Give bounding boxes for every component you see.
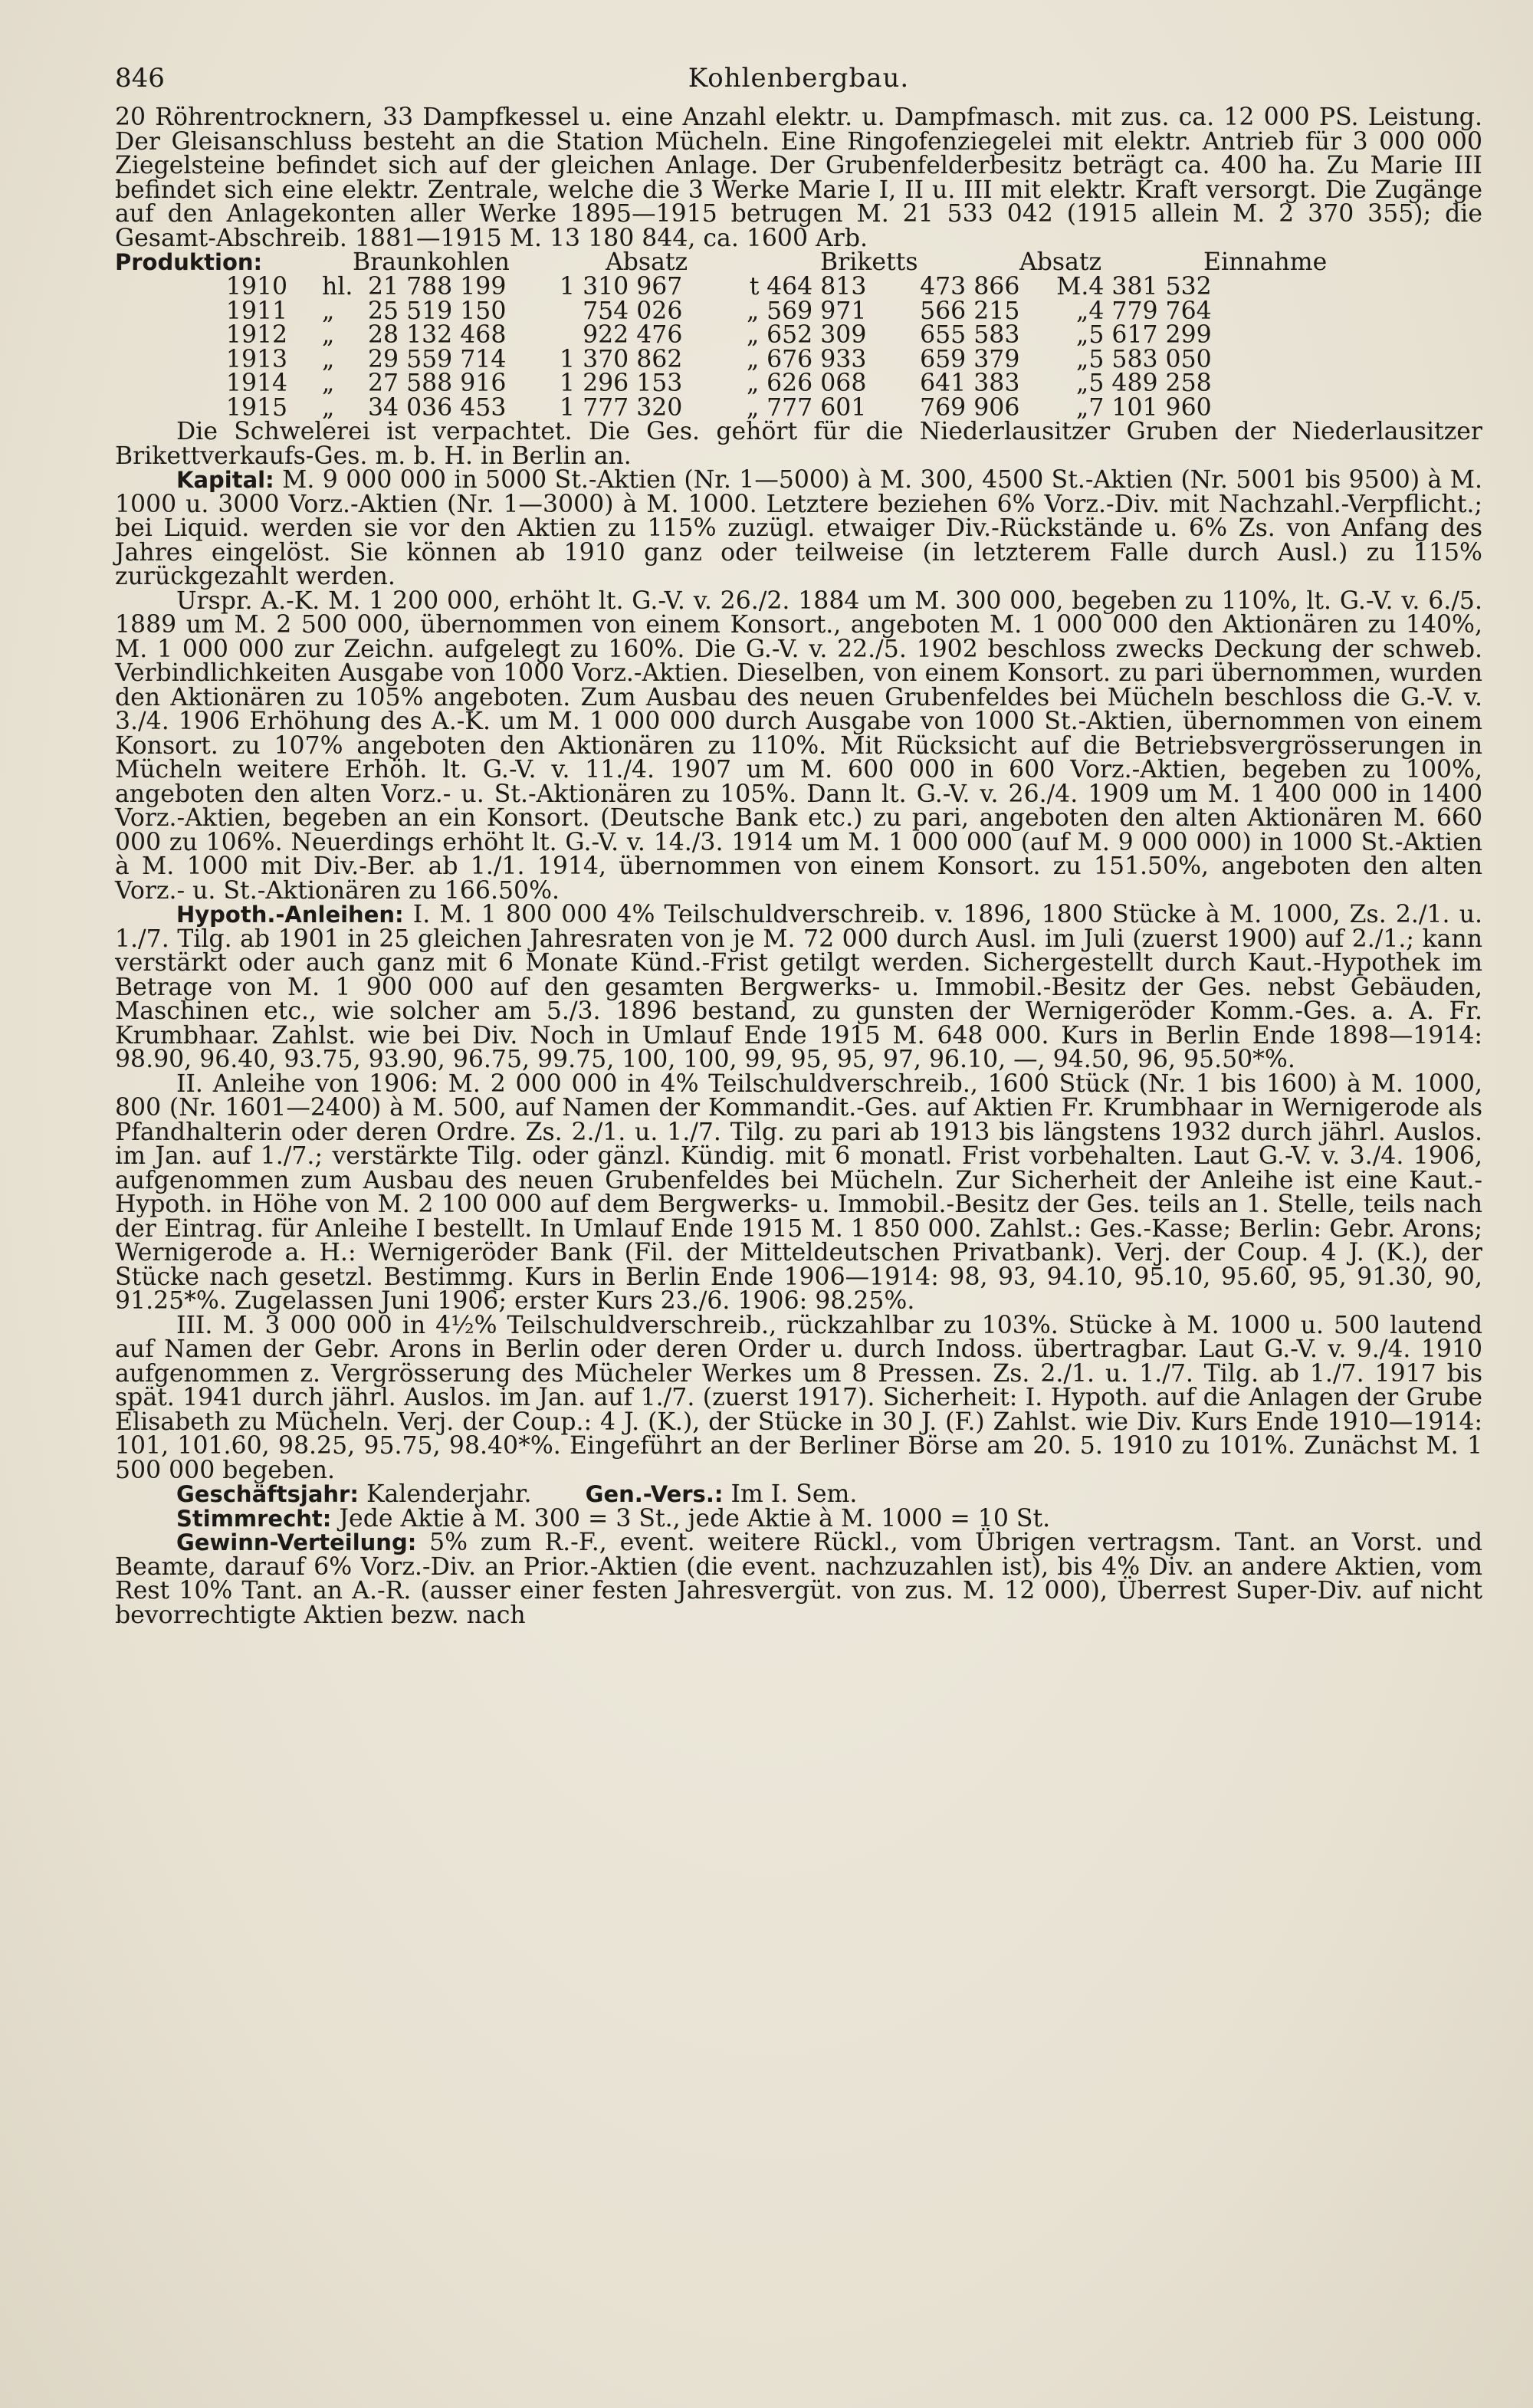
col-einnahme: Einnahme (1203, 248, 1328, 276)
production-cell-absatz1: 1 310 967 (560, 273, 683, 301)
production-cell-braunkohlen: 25 519 150 (368, 297, 507, 325)
col-absatz-kohle: Absatz (606, 248, 688, 276)
production-cell-absatz2: 659 379 (920, 345, 1020, 373)
production-cell-braunkohlen: 28 132 468 (368, 321, 507, 349)
production-cell-briketts: 569 971 (766, 297, 867, 325)
gewinn-label: Gewinn-Verteilung: (176, 1529, 417, 1556)
production-cell-year: 1913 (225, 345, 288, 373)
production-cell-einnahme: 4 779 764 (1088, 297, 1212, 325)
geschaeftsjahr-label: Geschäftsjahr: (176, 1481, 359, 1507)
production-row (115, 300, 1212, 324)
production-cell-braunkohlen: 21 788 199 (368, 273, 507, 301)
production-cell-unit1: „ (322, 370, 335, 397)
intro-paragraph: 20 Röhrentrocknern, 33 Dampfkessel u. eine Anzahl elektr. u. Dampfmasch. mit zus. ca. 12 000 PS. Leistung. Der Gleisanschluss besteht an die Station Mücheln. Eine Ringofenziegelei mit elektr. Antrieb für 3 000 000 Ziegelsteine befindet sich auf der gleichen Anlage. Der Grubenfelderbesitz beträgt ca. 400 ha. Zu Marie III befindet sich eine elektr. Zentrale, welche die 3 Werke Marie I, II u. III mit elektr. Kraft versorgt. Die Zugänge auf den Anlagekonten aller Werke 1895—1915 betrugen M. 21 533 042 (1915 allein M. 2 370 355); die Gesamt-Abschreib. 1881—1915 M. 13 180 844, ca. 1600 Arb. (115, 103, 1482, 252)
gv-label: Gen.-Vers.: (585, 1481, 724, 1507)
production-cell-absatz2: 566 215 (920, 297, 1020, 325)
production-cell-year: 1910 (225, 273, 288, 301)
production-note: Die Schwelerei ist verpachtet. Die Ges. gehört für die Niederlausitzer Gruben der Niederlausitzer Brikettverkaufs-Ges. m. b. H. in Berlin an. (115, 418, 1482, 470)
production-row (115, 348, 1212, 373)
production-cell-unit3: „ (1076, 393, 1089, 422)
production-cell-absatz2: 655 583 (920, 321, 1020, 349)
hypoth-paragraph-2: II. Anleihe von 1906: M. 2 000 000 in 4% Teilschuldverschreib., 1600 Stück (Nr. 1 bis 1600) à M. 1000, 800 (Nr. 1601—2400) à M. 500, auf Namen der Kommandit.-Ges. auf Aktien Fr. Krumbhaar in Wernigerode als Pfandhalterin oder deren Ordre. Zs. 2./1. u. 1./7. Tilg. zu pari ab 1913 bis längstens 1932 durch jährl. Auslos. im Jan. auf 1./7.; verstärkte Tilg. oder gänzl. Kündig. mit 6 monatl. Frist vorbehalten. Laut G.-V. v. 3./4. 1906, aufgenommen zum Ausbau des neuen Grubenfeldes bei Mücheln. Zur Sicherheit der Anleihe ist eine Kaut.-Hypoth. in Höhe von M. 2 100 000 auf dem Bergwerks- u. Immobil.-Besitz der Ges. teils an 1. Stelle, teils nach der Eintrag. für Anleihe I bestellt. In Umlauf Ende 1915 M. 1 850 000. Zahlst.: Ges.-Kasse; Berlin: Gebr. Arons; Wernigerode a. H.: Wernigeröder Bank (Fil. der Mitteldeutschen Privatbank). Verj. der Coup. 4 J. (K.), der Stücke nach gesetzl. Bestimmg. Kurs in Berlin Ende 1906—1914: 98, 93, 94.10, 95.10, 95.60, 95, 91.30, 90, 91.25*%. Zugelassen Juni 1906; erster Kurs 23./6. 1906: 98.25%. (115, 1069, 1482, 1315)
production-cell-unit2: „ (747, 370, 760, 397)
col-braunkohlen: Braunkohlen (353, 248, 510, 276)
production-cell-absatz1: 1 296 153 (560, 370, 683, 397)
production-cell-absatz2: 473 866 (920, 273, 1020, 301)
production-cell-briketts: 652 309 (766, 321, 867, 349)
production-cell-unit3: M. (1056, 273, 1089, 301)
body-text (115, 103, 1482, 1629)
stimmrecht-line (115, 1504, 1482, 1533)
stimmrecht-value: Jede Aktie à M. 300 = 3 St., jede Aktie à M. 1000 = 10 St. (331, 1504, 1051, 1533)
production-cell-briketts: 626 068 (766, 370, 867, 397)
production-row (115, 324, 1212, 348)
production-cell-unit1: „ (322, 297, 335, 325)
production-cell-absatz2: 641 383 (920, 370, 1020, 397)
production-cell-braunkohlen: 34 036 453 (368, 393, 507, 422)
col-briketts: Briketts (820, 248, 918, 276)
production-cell-unit2: „ (747, 297, 760, 325)
production-cell-unit2: „ (747, 321, 760, 349)
production-cell-year: 1911 (225, 297, 288, 325)
kapital-label: Kapital: (176, 467, 274, 493)
production-cell-absatz1: 754 026 (583, 297, 683, 325)
page-number: 846 (115, 63, 165, 94)
production-cell-braunkohlen: 29 559 714 (368, 345, 507, 373)
production-table (115, 275, 1212, 420)
hypoth-paragraph-1 (115, 903, 1482, 1073)
production-cell-briketts: 464 813 (766, 273, 867, 301)
geschaeftsjahr-value: Kalenderjahr. (358, 1480, 532, 1508)
production-cell-absatz1: 922 476 (583, 321, 683, 349)
production-cell-unit1: hl. (322, 273, 353, 301)
kapital-text: M. 9 000 000 in 5000 St.-Aktien (Nr. 1—5000) à M. 300, 4500 St.-Aktien (Nr. 5001 bis 9500) à M. 1000 u. 3000 Vorz.-Aktien (Nr. 1—3000) à M. 1000. Letztere beziehen 6% Vorz.-Div. mit Nachzahl.-Verpflicht.; bei Liquid. werden sie vor den Aktien zu 115% zuzügl. etwaiger Div.-Rückstände u. 6% Zs. von Anfang des Jahres eingelöst. Sie können ab 1910 ganz oder teilweise (in letzterem Falle durch Ausl.) zu 115% zurückgezahlt werden. (115, 466, 1482, 590)
production-cell-unit3: „ (1076, 321, 1089, 349)
production-cell-absatz1: 1 370 862 (560, 345, 683, 373)
production-cell-absatz2: 769 906 (920, 393, 1020, 422)
running-title: Kohlenbergbau. (688, 63, 910, 94)
production-cell-unit1: „ (322, 345, 335, 373)
gewinn-paragraph (115, 1531, 1482, 1628)
production-label: Produktion: (115, 249, 263, 275)
production-row (115, 396, 1212, 421)
production-cell-year: 1915 (225, 393, 288, 422)
hypoth-text-1: I. M. 1 800 000 4% Teilschuldverschreib. v. 1896, 1800 Stücke à M. 1000, Zs. 2./1. u. 1./7. Tilg. ab 1901 in 25 gleichen Jahresraten von je M. 72 000 durch Ausl. im Juli (zuerst 1900) auf 2./1.; kann verstärkt oder auch ganz mit 6 Monate Künd.-Frist getilgt werden. Sichergestellt durch Kaut.-Hypothek im Betrage von M. 1 900 000 auf den gesamten Bergwerks- u. Immobil.-Besitz der Ges. nebst Gebäuden, Maschinen etc., wie solcher am 5./3. 1896 bestand, zu gunsten der Wernigeröder Komm.-Ges. a. A. Fr. Krumbhaar. Zahlst. wie bei Div. Noch in Umlauf Ende 1915 M. 648 000. Kurs in Berlin Ende 1898—1914: 98.90, 96.40, 93.75, 93.90, 96.75, 99.75, 100, 100, 99, 95, 95, 97, 96.10, —, 94.50, 96, 95.50*%. (115, 901, 1482, 1073)
hypoth-paragraph-3: III. M. 3 000 000 in 4½% Teilschuldverschreib., rückzahlbar zu 103%. Stücke à M. 1000 u. 500 lautend auf Namen der Gebr. Arons in Berlin oder deren Order u. durch Indoss. übertragbar. Laut G.-V. v. 9./4. 1910 aufgenommen z. Vergrösserung des Mücheler Werkes um 8 Pressen. Zs. 2./1. u. 1./7. Tilg. ab 1./7. 1917 bis spät. 1941 durch jährl. Auslos. im Jan. auf 1./7. (zuerst 1917). Sicherheit: I. Hypoth. auf die Anlagen der Grube Elisabeth zu Mücheln. Verj. der Coup.: 4 J. (K.), der Stücke in 30 J. (F.) Zahlst. wie Div. Kurs Ende 1910—1914: 101, 101.60, 98.25, 95.75, 98.40*%. Eingeführt an der Berliner Börse am 20. 5. 1910 zu 101%. Zunächst M. 1 500 000 begeben. (115, 1311, 1482, 1484)
production-row (115, 372, 1212, 396)
production-cell-year: 1914 (225, 370, 288, 397)
production-cell-einnahme: 4 381 532 (1088, 273, 1212, 301)
production-cell-briketts: 777 601 (766, 393, 867, 422)
production-cell-unit1: „ (322, 321, 335, 349)
production-cell-unit2: „ (747, 393, 760, 422)
kapital-history: Urspr. A.-K. M. 1 200 000, erhöht lt. G.-V. v. 26./2. 1884 um M. 300 000, begeben zu 110%, lt. G.-V. v. 6./5. 1889 um M. 2 500 000, übernommen von einem Konsort., angeboten M. 1 000 000 den Aktionären zu 140%, M. 1 000 000 zur Zeichn. aufgelegt zu 160%. Die G.-V. v. 22./5. 1902 beschloss zwecks Deckung der schweb. Verbindlichkeiten Ausgabe von 1000 Vorz.-Aktien. Dieselben, von einem Konsort. zu pari übernommen, wurden den Aktionären zu 105% angeboten. Zum Ausbau des neuen Grubenfeldes bei Mücheln beschloss die G.-V. v. 3./4. 1906 Erhöhung des A.-K. um M. 1 000 000 durch Ausgabe von 1000 St.-Aktien, übernommen von einem Konsort. zu 107% angeboten den Aktionären zu 110%. Mit Rücksicht auf die Betriebsvergrösserungen in Mücheln weitere Erhöh. lt. G.-V. v. 11./4. 1907 um M. 600 000 in 600 Vorz.-Aktien, begeben zu 100%, angeboten den alten Vorz.- u. St.-Aktionären zu 105%. Dann lt. G.-V. v. 26./4. 1909 um M. 1 400 000 in 1400 Vorz.-Aktien, begeben an ein Konsort. (Deutsche Bank etc.) zu pari, angeboten den alten Aktionären M. 660 000 zu 106%. Neuerdings erhöht lt. G.-V. v. 14./3. 1914 um M. 1 000 000 (auf M. 9 000 000) in 1000 St.-Aktien à M. 1000 mit Div.-Ber. ab 1./1. 1914, übernommen von einem Konsort. zu 151.50%, angeboten den alten Vorz.- u. St.-Aktionären zu 166.50%. (115, 586, 1482, 905)
production-cell-braunkohlen: 27 588 916 (368, 370, 507, 397)
production-cell-unit2: t (749, 273, 760, 301)
production-cell-unit1: „ (322, 393, 335, 422)
production-cell-year: 1912 (225, 321, 288, 349)
production-header (115, 248, 1482, 276)
gewinn-value: 5% zum R.-F., event. weitere Rückl., vom Übrigen vertragsm. Tant. an Vorst. und Beamte, darauf 6% Vorz.-Div. an Prior.-Aktien (die event. nachzuzahlen ist), bis 4% Div. an andere Aktien, vom Rest 10% Tant. an A.-R. (ausser einer festen Jahresvergüt. von zus. M. 12 000), Überrest Super-Div. auf nicht bevorrechtigte Aktien bezw. nach (115, 1529, 1482, 1629)
kapital-paragraph (115, 468, 1482, 590)
production-cell-unit3: „ (1076, 370, 1089, 397)
page-header (115, 63, 1482, 106)
hypoth-label: Hypoth.-Anleihen: (176, 902, 404, 928)
production-cell-briketts: 676 933 (766, 345, 867, 373)
col-absatz-briketts: Absatz (1019, 248, 1102, 276)
geschaeftsjahr-line (115, 1480, 1482, 1508)
stimmrecht-label: Stimmrecht: (176, 1505, 332, 1532)
production-cell-einnahme: 5 583 050 (1088, 345, 1212, 373)
production-cell-unit3: „ (1076, 345, 1089, 373)
production-cell-absatz1: 1 777 320 (560, 393, 683, 422)
production-cell-einnahme: 5 617 299 (1088, 321, 1212, 349)
production-cell-unit3: „ (1076, 297, 1089, 325)
production-cell-einnahme: 7 101 960 (1088, 393, 1212, 422)
production-cell-einnahme: 5 489 258 (1088, 370, 1212, 397)
production-row (115, 275, 1212, 300)
gv-value: Im I. Sem. (723, 1480, 858, 1508)
production-cell-unit2: „ (747, 345, 760, 373)
